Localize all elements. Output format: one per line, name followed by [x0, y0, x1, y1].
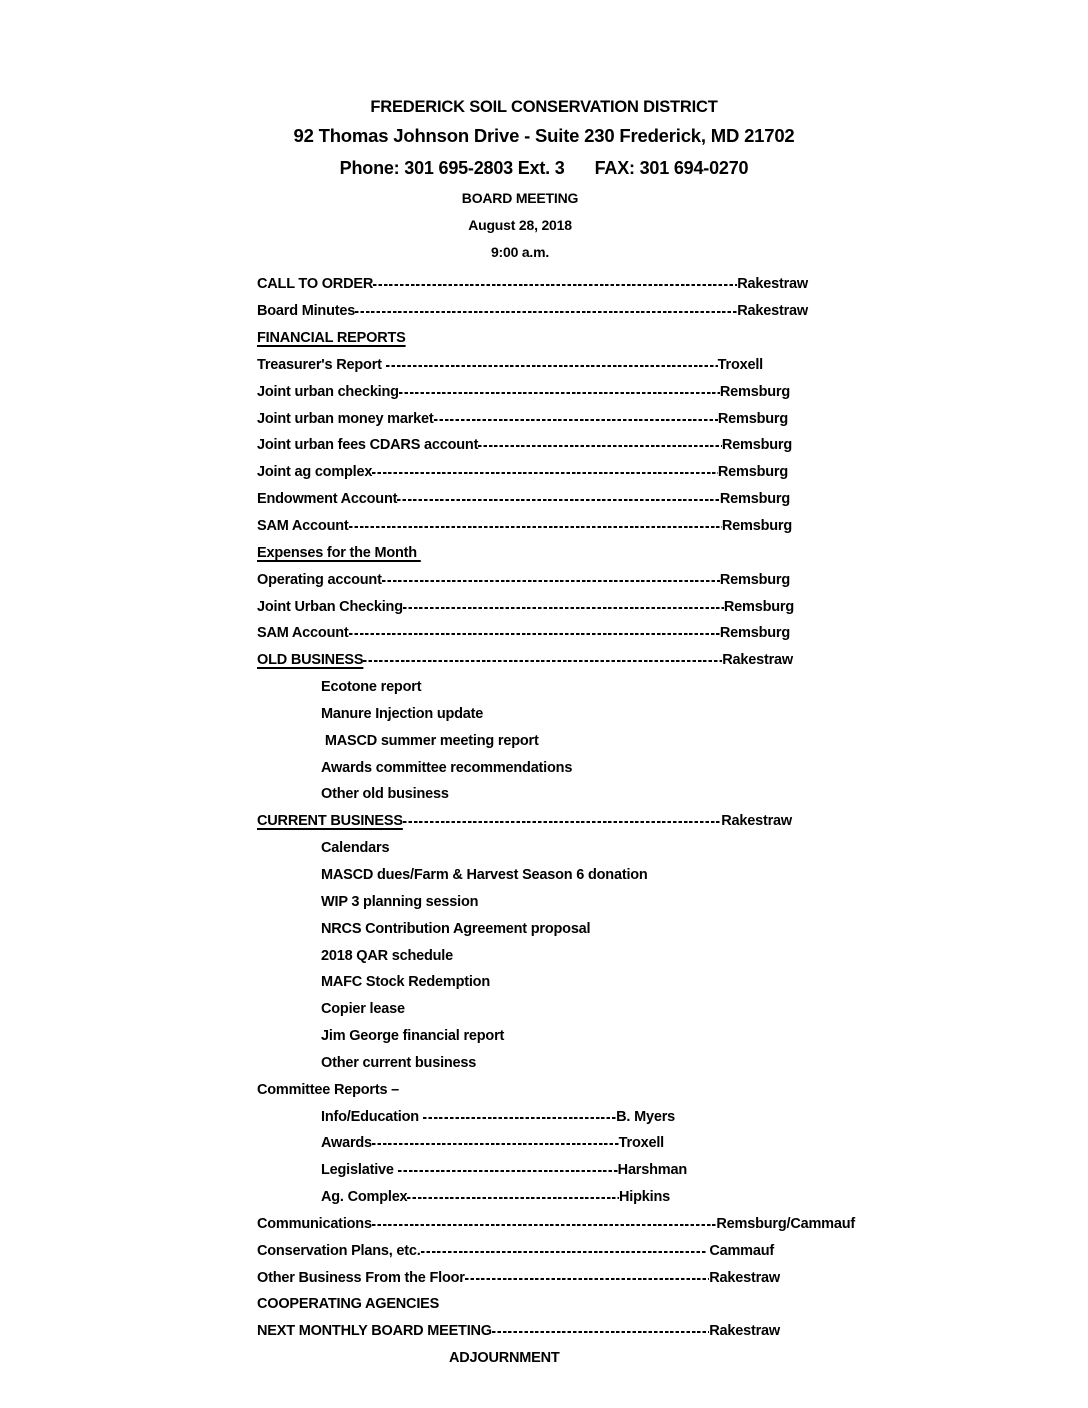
agenda-row: [321, 1049, 1088, 1076]
dash-leader: [349, 633, 720, 635]
agenda-list: [257, 271, 1088, 1372]
agenda-presenter: Remsburg: [721, 437, 792, 454]
dash-leader: [372, 472, 718, 474]
agenda-row: [321, 1023, 1088, 1050]
agenda-item-label: Joint urban checking: [257, 383, 399, 400]
agenda-row: [257, 271, 808, 298]
agenda-presenter: Rakestraw: [737, 276, 808, 293]
agenda-row: [257, 1237, 774, 1264]
agenda-row: [257, 352, 763, 379]
agenda-item-label: SAM Account: [257, 625, 349, 642]
agenda-item-label: Endowment Account: [257, 491, 398, 508]
agenda-item-label: Joint urban fees CDARS account: [257, 437, 479, 454]
agenda-item-label: NEXT MONTHLY BOARD MEETING: [257, 1323, 492, 1340]
agenda-row: [321, 727, 1088, 754]
dash-leader: [403, 821, 721, 823]
agenda-row: [257, 1211, 855, 1238]
agenda-row: [257, 1318, 780, 1345]
agenda-item-label: COOPERATING AGENCIES: [257, 1296, 440, 1313]
agenda-presenter: Remsburg: [717, 410, 788, 427]
agenda-row: [257, 566, 790, 593]
agenda-row: [321, 1157, 687, 1184]
agenda-subitem-label: Copier lease: [321, 1001, 405, 1018]
agenda-subitem-label: Ag. Complex: [321, 1189, 408, 1206]
dash-leader: [421, 1251, 706, 1253]
agenda-row: [257, 513, 792, 540]
agenda-row: [321, 835, 1088, 862]
agenda-subitem-label: Ecotone report: [321, 679, 422, 696]
agenda-row: [257, 1291, 1088, 1318]
agenda-row: [257, 432, 792, 459]
agenda-row: [321, 915, 1088, 942]
agenda-row: [321, 701, 1088, 728]
agenda-subitem-label: Awards: [321, 1135, 372, 1152]
agenda-presenter: Remsburg: [719, 625, 790, 642]
dash-leader: [465, 1278, 710, 1280]
document-header: [0, 0, 1088, 266]
dash-leader: [397, 499, 720, 501]
agenda-presenter: Remsburg: [719, 383, 790, 400]
agenda-presenter: Rakestraw: [721, 813, 792, 830]
agenda-row: [257, 647, 793, 674]
agenda-item-label: Joint ag complex: [257, 464, 373, 481]
dash-leader: [398, 1170, 618, 1172]
agenda-row: [257, 808, 792, 835]
dash-leader: [478, 445, 722, 447]
dash-leader: [386, 365, 718, 367]
adjournment-label: ADJOURNMENT: [449, 1350, 560, 1367]
agenda-row: [257, 298, 808, 325]
agenda-presenter: Remsburg: [717, 464, 788, 481]
agenda-presenter: Remsburg: [719, 491, 790, 508]
agenda-row: [257, 620, 790, 647]
agenda-subitem-label: Jim George financial report: [321, 1028, 505, 1045]
agenda-row: [257, 459, 788, 486]
agenda-item-label: Committee Reports –: [257, 1081, 400, 1098]
dash-leader: [372, 1143, 619, 1145]
agenda-presenter: Remsburg: [721, 518, 792, 535]
agenda-item-label: Joint urban money market: [257, 410, 434, 427]
meeting-type: BOARD MEETING: [461, 190, 579, 206]
agenda-row: [321, 781, 1088, 808]
agenda-presenter: Rakestraw: [722, 652, 793, 669]
agenda-item-label: Operating account: [257, 571, 382, 588]
meeting-time: 9:00 a.m.: [490, 244, 550, 260]
agenda-subitem-label: Manure Injection update: [321, 705, 484, 722]
agenda-row: [257, 539, 1088, 566]
agenda-subitem-label: Other old business: [321, 786, 449, 803]
dash-leader: [372, 1224, 717, 1226]
meeting-date: August 28, 2018: [468, 217, 572, 233]
agenda-subitem-label: NRCS Contribution Agreement proposal: [321, 920, 591, 937]
agenda-item-label: SAM Account: [257, 518, 349, 535]
section-heading: FINANCIAL REPORTS: [257, 330, 406, 347]
agenda-row: [321, 1184, 670, 1211]
agenda-item-label: Other Business From the Floor: [257, 1269, 465, 1286]
dash-leader: [407, 1197, 619, 1199]
org-fax: FAX: 301 694-0270: [594, 158, 749, 178]
agenda-presenter: Remsburg/Cammauf: [716, 1215, 855, 1232]
agenda-item-label: Conservation Plans, etc.: [257, 1242, 421, 1259]
agenda-item-label: CALL TO ORDER: [257, 276, 374, 293]
phone-fax-line: [0, 153, 1088, 184]
dash-leader: [382, 580, 720, 582]
agenda-subitem-label: Legislative: [321, 1162, 398, 1179]
agenda-row: [257, 593, 794, 620]
agenda-row: [321, 942, 1088, 969]
dash-leader: [349, 526, 722, 528]
agenda-subitem-label: MASCD dues/Farm & Harvest Season 6 donation: [321, 866, 648, 883]
agenda-row: [321, 969, 1088, 996]
agenda-row: [257, 486, 790, 513]
section-heading: Expenses for the Month: [257, 544, 421, 561]
agenda-presenter: Harshman: [617, 1162, 687, 1179]
agenda-subitem-label: MASCD summer meeting report: [321, 732, 539, 749]
agenda-row: [257, 325, 1088, 352]
agenda-presenter: Remsburg: [719, 571, 790, 588]
dash-leader: [492, 1331, 709, 1333]
agenda-presenter: Remsburg: [723, 598, 794, 615]
agenda-presenter: Troxell: [717, 356, 763, 373]
agenda-row: [257, 1264, 780, 1291]
agenda-row: [321, 1130, 664, 1157]
agenda-subitem-label: Other current business: [321, 1054, 477, 1071]
agenda-item-label: Communications: [257, 1215, 372, 1232]
agenda-row: [321, 754, 1088, 781]
agenda-subitem-label: WIP 3 planning session: [321, 893, 479, 910]
org-phone: Phone: 301 695-2803 Ext. 3: [339, 158, 565, 178]
dash-leader: [363, 660, 722, 662]
agenda-row: [257, 378, 790, 405]
agenda-item-label: Board Minutes: [257, 303, 356, 320]
dash-leader: [355, 311, 737, 313]
dash-leader: [403, 607, 724, 609]
agenda-row: [321, 674, 1088, 701]
agenda-presenter: Hipkins: [619, 1189, 670, 1206]
agenda-row: [321, 996, 1088, 1023]
agenda-presenter: Rakestraw: [709, 1269, 780, 1286]
agenda-presenter: Rakestraw: [709, 1323, 780, 1340]
agenda-subitem-label: Awards committee recommendations: [321, 759, 573, 776]
agenda-subitem-label: MAFC Stock Redemption: [321, 974, 491, 991]
agenda-row: [257, 1076, 1088, 1103]
agenda-presenter: B. Myers: [616, 1108, 675, 1125]
meeting-info: [0, 184, 1040, 266]
org-address: 92 Thomas Johnson Drive - Suite 230 Frederick, MD 21702: [293, 125, 795, 146]
agenda-item-label: Joint Urban Checking: [257, 598, 403, 615]
agenda-item-label: Treasurer's Report: [257, 356, 386, 373]
dash-leader: [434, 419, 718, 421]
dash-leader: [399, 392, 720, 394]
agenda-presenter: Troxell: [618, 1135, 664, 1152]
agenda-subitem-label: Info/Education: [321, 1108, 423, 1125]
agenda-subitem-label: Calendars: [321, 840, 390, 857]
agenda-row: [257, 405, 788, 432]
agenda-row: [321, 862, 1088, 889]
section-heading: CURRENT BUSINESS: [257, 813, 403, 830]
agenda-subitem-label: 2018 QAR schedule: [321, 947, 453, 964]
agenda-row: [321, 888, 1088, 915]
org-name: FREDERICK SOIL CONSERVATION DISTRICT: [370, 98, 718, 116]
dash-leader: [423, 1117, 616, 1119]
agenda-row: [449, 1345, 1088, 1372]
agenda-presenter: Cammauf: [705, 1242, 774, 1259]
dash-leader: [373, 284, 737, 286]
agenda-presenter: Rakestraw: [737, 303, 808, 320]
agenda-row: [321, 1103, 675, 1130]
section-heading: OLD BUSINESS: [257, 652, 364, 669]
